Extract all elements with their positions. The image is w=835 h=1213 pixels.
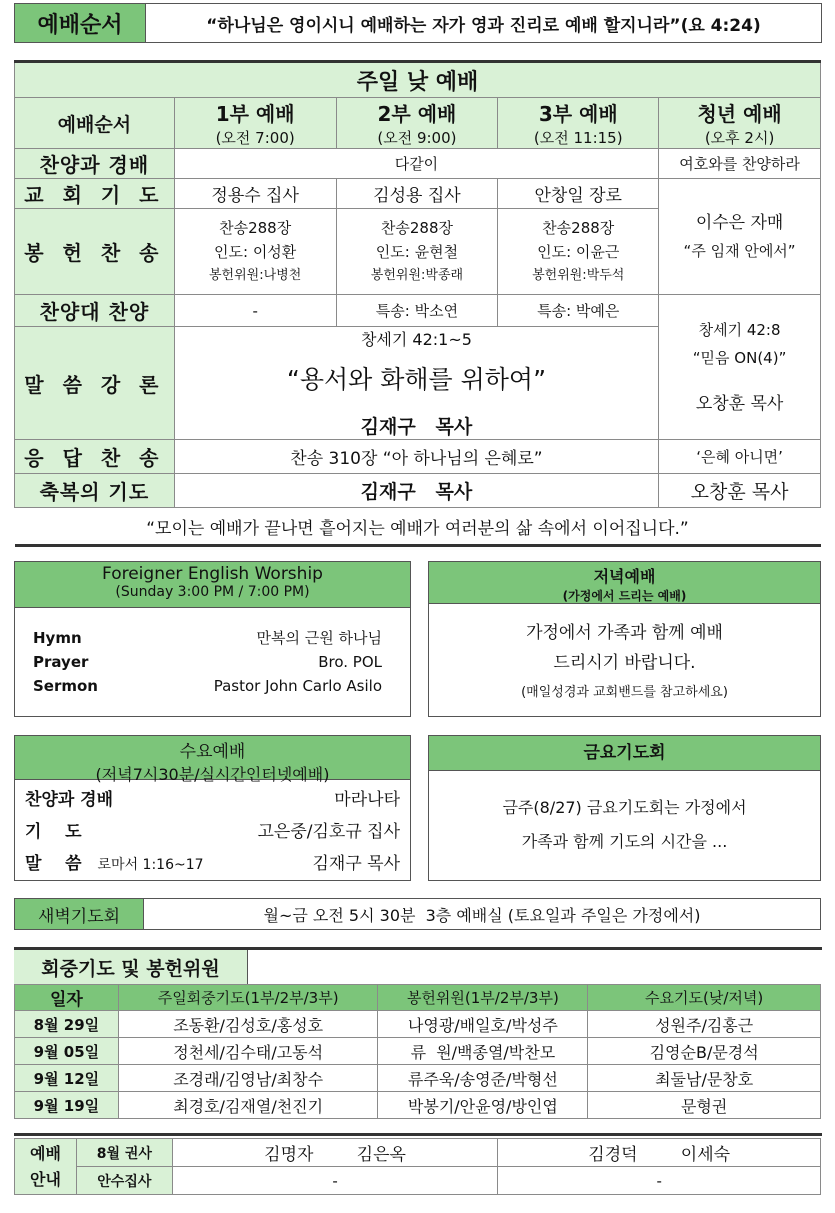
top-label: 예배순서 [15,4,146,42]
wednesday-prayer: 기 도 고은중/김호규 집사 [25,822,400,842]
prayer-s1: 정용수 집사 [174,179,336,209]
response-label: 응 답 찬 송 [15,440,175,474]
sermon-youth: 창세기 42:8 “믿음 ON(4)” 오창훈 목사 [659,295,821,440]
choir-label: 찬양대 찬양 [15,295,175,327]
wednesday-title: 수요예배 [179,742,246,762]
sunday-worship-table [14,60,821,547]
praise-label: 찬양과 경배 [15,149,175,179]
friday-prayer-box [428,735,821,881]
evening-note: (매일성경과 교회밴드를 참고하세요) [521,685,728,700]
choir-s2: 특송: 박소연 [336,295,498,327]
prayer-label: 교 회 기 도 [15,179,175,209]
table-row: 9월 05일 정천세/김수태/고동석 류 원/백종열/박찬모 김영순B/문경석 [15,1038,821,1065]
order-label: 예배순서 [15,98,175,149]
praise-youth: 여호와를 찬양하라 [659,149,821,179]
service-2: 2부 예배 (오전 9:00) [336,98,498,149]
prayer-committee-table [14,984,821,1119]
guide-row1-label: 8월 권사 [76,1139,172,1167]
guide-row1-a: 김명자 김은옥 [172,1139,498,1167]
table-header-row: 일자 주일회중기도(1부/2부/3부) 봉헌위원(1부/2부/3부) 수요기도(낮/저녁) [15,985,821,1011]
friday-line2: 가족과 함께 기도의 시간을 ... [521,832,728,851]
guide-row2-b: - [498,1167,821,1195]
sermon-main: 창세기 42:1~5 “용서와 화해를 위하여” 김재구 목사 [174,327,658,440]
response-all: 찬송 310장 “아 하나님의 은혜로” [174,440,658,474]
sunday-title: 주일 낮 예배 [15,62,821,98]
table-row: 9월 19일 최경호/김재열/천진기 박봉기/안윤영/방인엽 문형권 [15,1092,821,1119]
top-header [14,3,822,43]
service-youth: 청년 예배 (오후 2시) [659,98,821,149]
dawn-label: 새벽기도회 [15,899,144,929]
blessing-all: 김재구 목사 [174,474,658,508]
offering-s3: 찬송288장 인도: 이윤근 봉헌위원:박두석 [498,209,659,295]
wednesday-sermon: 말 씀 로마서 1:16~17 김재구 목사 [25,854,400,874]
english-hymn: Hymn 만복의 근원 하나님 [33,629,382,647]
dawn-text: 월~금 오전 5시 30분 3층 예배실 (토요일과 주일은 가정에서) [263,905,701,925]
evening-subtitle: (가정에서 드리는 예배) [562,589,687,603]
service-1: 1부 예배 (오전 7:00) [174,98,336,149]
blessing-youth: 오창훈 목사 [659,474,821,508]
guide-row1-b: 김경덕 이세숙 [498,1139,821,1167]
worship-guide-table [14,1138,821,1195]
evening-worship-box [428,561,821,717]
friday-title: 금요기도회 [429,736,820,771]
prayer-s2: 김성용 집사 [336,179,498,209]
offering-label: 봉 헌 찬 송 [15,209,175,295]
dawn-prayer [14,898,821,930]
offering-youth: 이수은 자매 “주 임재 안에서” [659,179,821,295]
english-worship-box [14,561,411,717]
evening-title: 저녁예배 [593,567,656,586]
response-youth: ‘은혜 아니면’ [659,440,821,474]
guide-divider [14,1133,822,1136]
english-sermon: Sermon Pastor John Carlo Asilo [33,677,382,695]
sermon-label: 말 씀 강 론 [15,327,175,440]
offering-s2: 찬송288장 인도: 윤현철 봉헌위원:박종래 [336,209,498,295]
guide-label: 예배 안내 [15,1139,77,1195]
wednesday-subtitle: (저녁7시30분/실시간인터넷예배) [95,765,330,784]
choir-s3: 특송: 박예은 [498,295,659,327]
guide-row2-a: - [172,1167,498,1195]
table-row: 8월 29일 조동환/김성호/홍성호 나영광/배일호/박성주 성원주/김홍근 [15,1011,821,1038]
choir-s1: - [174,295,336,327]
english-title: Foreigner English Worship [102,564,323,584]
guide-row2-label: 안수집사 [76,1167,172,1195]
offering-s1: 찬송288장 인도: 이성환 봉헌위원:나병천 [174,209,336,295]
english-time: (Sunday 3:00 PM / 7:00 PM) [115,584,310,600]
prayer-s3: 안창일 장로 [498,179,659,209]
evening-line2: 드리시기 바랍니다. [553,653,696,673]
table-row: 9월 12일 조경래/김영남/최창수 류주욱/송영준/박형선 최둘남/문창호 [15,1065,821,1092]
blessing-label: 축복의 기도 [15,474,175,508]
service-3: 3부 예배 (오전 11:15) [498,98,659,149]
prayer-committee-title: 회중기도 및 봉헌위원 [14,950,248,984]
sunday-footer: “모이는 예배가 끝나면 흩어지는 예배가 여러분의 삶 속에서 이어집니다.” [15,508,821,546]
wednesday-praise: 찬양과 경배 마라나타 [25,790,400,810]
wednesday-worship-box [14,735,411,881]
top-verse: “하나님은 영이시니 예배하는 자가 영과 진리로 예배 할지니라”(요 4:24) [206,15,761,36]
evening-line1: 가정에서 가족과 함께 예배 [526,623,723,643]
praise-all: 다같이 [174,149,658,179]
friday-line1: 금주(8/27) 금요기도회는 가정에서 [502,798,747,817]
english-prayer: Prayer Bro. POL [33,653,382,671]
